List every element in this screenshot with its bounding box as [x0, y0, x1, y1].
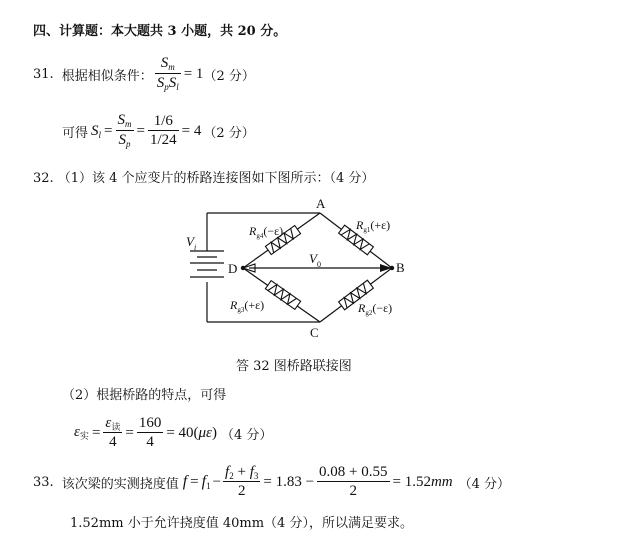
- q32-part1: [33, 167, 374, 186]
- q32-eq-score: （4 分）: [220, 427, 273, 443]
- node-d-dot: [241, 266, 245, 270]
- q32-number: 32.: [33, 171, 54, 186]
- q33-line1: 33. 该次梁的实测挠度值 f = f1 − $\frac{f_2 + f_3}{2}$ = 1.83 − $\frac{0.08 + 0.55}{2}$ = 1.52 mm （4 分）: [33, 463, 511, 500]
- q33-frac2: $\frac{0.08 + 0.55}{2}$: [319, 463, 388, 500]
- node-d-label: D: [228, 261, 238, 276]
- section-title: 四、计算题：本大题共 3 小题，共 20 分。: [33, 24, 287, 39]
- rg3-label: $R_{g3}(+\varepsilon)$: [230, 298, 265, 314]
- q31-score-2: （2 分）: [203, 125, 255, 141]
- q32-eq-frac2: $\frac{160}{4}$: [138, 414, 162, 451]
- q33-score: （4 分）: [458, 476, 511, 492]
- q32-eq-lhs: $\varepsilon_实$: [74, 424, 89, 441]
- q32-eq-frac1: $\frac{\varepsilon_读}{4}$: [105, 414, 121, 451]
- q31-line1: [33, 50, 255, 98]
- vo-label: $V_0$: [309, 251, 321, 269]
- q31-prefix: 根据相似条件：: [61, 68, 153, 84]
- rg2-label: $R_{g2}(-\varepsilon)$: [358, 301, 393, 317]
- rg4-label: $R_{g4}(-\varepsilon)$: [249, 224, 284, 240]
- q32-eq-unit: με: [198, 424, 212, 441]
- q32-eq-result: = 40(: [166, 424, 199, 441]
- q31-line2-result: = 4: [181, 122, 202, 139]
- q31-fraction: $\frac{S_m}{S_pS_l}$: [156, 55, 179, 92]
- q32-equation: $\varepsilon_实$ = $\frac{\varepsilon_读}{4}$ = $\frac{160}{4}$ = 40( με ) （4 分）: [74, 414, 273, 451]
- q31-line2-lhs: $S_l$: [91, 122, 102, 140]
- node-c-label: C: [310, 325, 319, 340]
- vi-label: $V_i$: [186, 234, 197, 252]
- rg1-label: $R_{g1}(+\varepsilon)$: [356, 218, 391, 234]
- q31-line2-frac2: $\frac{1/6}{1/24}$: [149, 112, 177, 149]
- figure-caption: 答 32 图桥路联接图: [236, 359, 352, 374]
- node-a-label: A: [316, 196, 326, 211]
- q33-prefix: 该次梁的实测挠度值: [61, 476, 179, 492]
- q31-line2: 可得 $S_l$ = $\frac{S_m}{S_p}$ = $\frac{1/6}{1/24}$ = 4 （2 分）: [62, 112, 255, 149]
- bridge-diagram: [160, 188, 460, 348]
- node-b-dot: [390, 266, 394, 270]
- q32-part1-text: （1）该 4 个应变片的桥路连接图如下图所示：（4 分）: [57, 171, 375, 186]
- node-b-label: B: [396, 260, 405, 275]
- q33-frac1: $\frac{f_2 + f_3}{2}$: [225, 463, 259, 500]
- q31-eq: = 1: [183, 65, 204, 82]
- q31-line2-prefix: 可得: [62, 125, 89, 141]
- q32-part2: （2）根据桥路的特点，可得: [62, 388, 227, 403]
- gauge-rg2: [339, 280, 374, 310]
- q31-score-1: （2 分）: [203, 68, 255, 84]
- q33-line2: 1.52mm 小于允许挠度值 40mm（4 分），所以满足要求。: [70, 516, 413, 531]
- q33-number: 33.: [33, 474, 54, 490]
- q31-number: 31.: [33, 66, 54, 82]
- gauge-rg3: [265, 281, 300, 310]
- q31-line2-frac1: $\frac{S_m}{S_p}$: [117, 112, 132, 149]
